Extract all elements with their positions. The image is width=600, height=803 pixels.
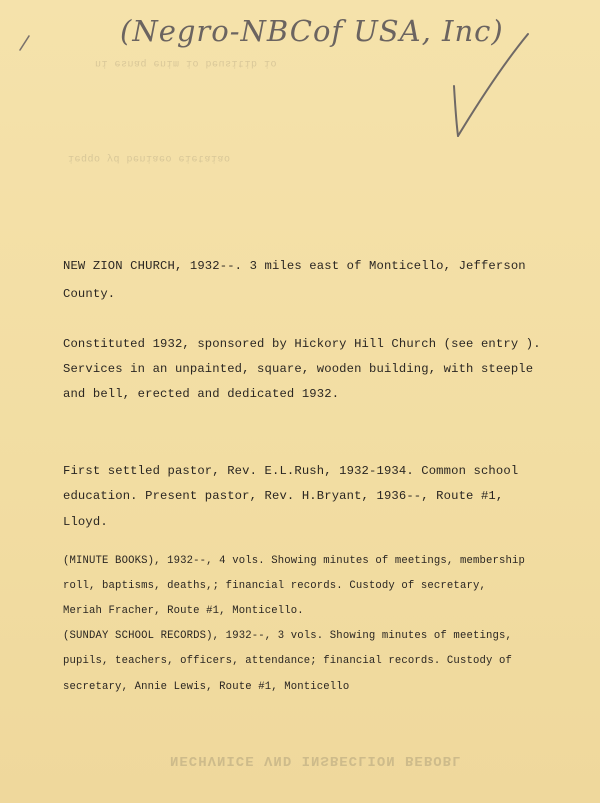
handwritten-annotation: (Negro-NBCof USA, Inc) (120, 14, 504, 48)
history-paragraph-line-2: Services in an unpainted, square, wooden building, with steeple (63, 362, 534, 376)
minute-books-line-2: roll, baptisms, deaths,; financial records. Custody of secretary, (63, 580, 486, 592)
bleed-through-footer: NECHVNICE VND INSBECLION BEBOBL (170, 752, 462, 768)
entry-heading-line-2: County. (63, 287, 116, 301)
pencil-tick-mark-icon (18, 34, 32, 52)
sunday-school-line-3: secretary, Annie Lewis, Route #1, Monticello (63, 681, 350, 693)
sunday-school-line-1: (SUNDAY SCHOOL RECORDS), 1932--, 3 vols. Showing minutes of meetings, (63, 630, 513, 642)
pencil-check-mark-icon (440, 28, 535, 143)
history-paragraph-line-1: Constituted 1932, sponsored by Hickory Hill Church (see entry ). (63, 337, 541, 351)
pastor-paragraph-line-3: Lloyd. (63, 515, 108, 529)
entry-heading-line-1: NEW ZION CHURCH, 1932--. 3 miles east of Monticello, Jefferson (63, 259, 526, 273)
bleed-through-line: ieqqo yd beniaeo eietaiao (68, 152, 231, 163)
pastor-paragraph-line-1: First settled pastor, Rev. E.L.Rush, 1932-1934. Common school (63, 464, 519, 478)
minute-books-line-1: (MINUTE BOOKS), 1932--, 4 vols. Showing minutes of meetings, membership (63, 555, 526, 567)
bleed-through-line: ni esnaq enim io beusitib io (95, 57, 278, 68)
history-paragraph-line-3: and bell, erected and dedicated 1932. (63, 387, 340, 401)
pastor-paragraph-line-2: education. Present pastor, Rev. H.Bryant, 1936--, Route #1, (63, 489, 504, 503)
sunday-school-line-2: pupils, teachers, officers, attendance; financial records. Custody of (63, 655, 513, 667)
minute-books-line-3: Meriah Fracher, Route #1, Monticello. (63, 605, 304, 617)
